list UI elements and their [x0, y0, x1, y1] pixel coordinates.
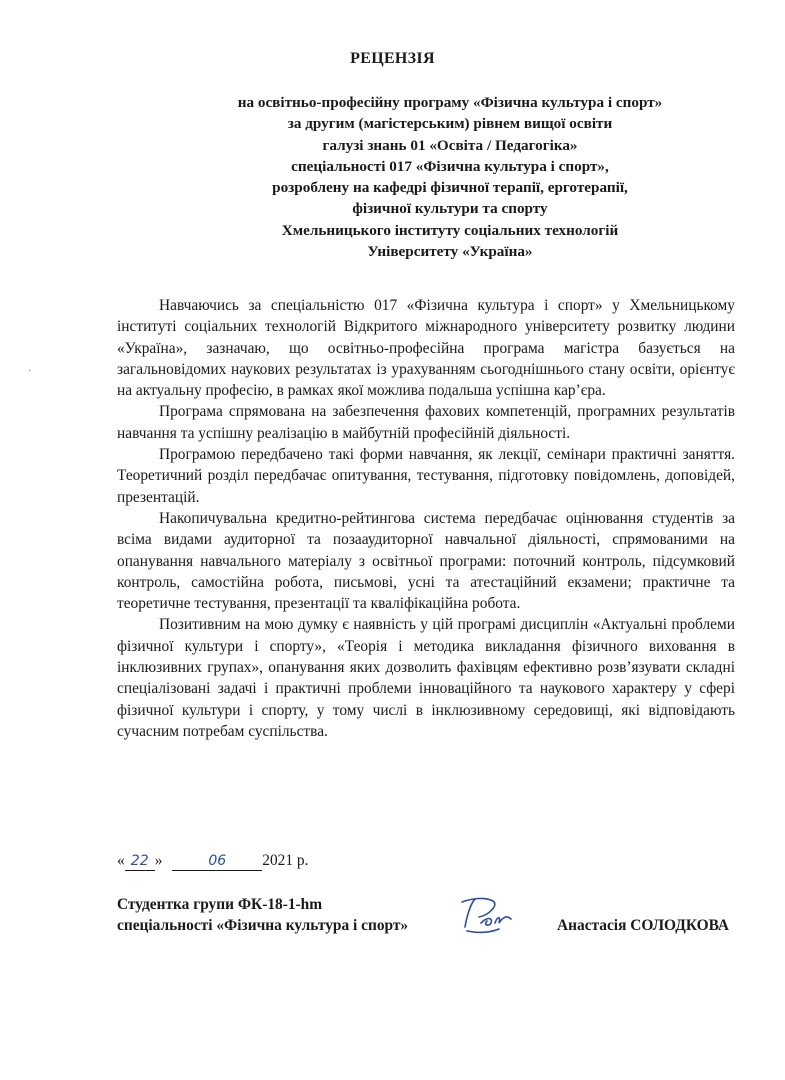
body-paragraph: Програма спрямована на забезпечення фахових компетенцій, програмних результатів навчання та успішну реалізацію в майбутній професійній діяльності.: [117, 403, 735, 442]
signature-block: [117, 894, 737, 937]
body-paragraph: Позитивним на мою думку є наявність у цій програмі дисциплін «Актуальні проблеми фізичної культури і спорту», «Теорія і методика викладання фізичного виховання в інклюзивних групах», опанування яких дозволить фахівцям ефективно розв’язувати складні спеціалізовані задачі і практичні проблеми інноваційного та наукового характеру у сфері фізичної культури і спорту, у тому числі в інклюзивному середовищі, які відповідають сучасним потребам суспільства.: [117, 616, 735, 740]
signer-name: Анастасія СОЛОДКОВА: [557, 917, 729, 935]
date-line: [117, 852, 308, 871]
heading-line: на освітньо-професійну програму «Фізична культура і спорт»: [237, 94, 663, 111]
signer-row: [117, 915, 737, 936]
date-month: 06: [208, 853, 227, 869]
document-title: РЕЦЕНЗІЯ: [350, 50, 435, 67]
body-paragraph: Програмою передбачено такі форми навчання, як лекції, семінари практичні заняття. Теоретичний розділ передбачає опитування, тестування, підготовку повідомлень, доповідей, презентацій.: [117, 446, 735, 506]
scan-mark: ·: [28, 366, 32, 377]
signer-specialty: спеціальності «Фізична культура і спорт»: [117, 917, 409, 935]
handwritten-signature: [459, 893, 519, 939]
date-open-quote: «: [117, 852, 125, 869]
date-year: 2021 р.: [262, 852, 309, 869]
date-day-field: [125, 852, 155, 871]
review-body: [117, 295, 735, 742]
document-heading: [180, 92, 720, 262]
heading-line: галузі знань 01 «Освіта / Педагогіка»: [322, 136, 578, 154]
heading-line: Університету «Україна»: [367, 243, 533, 261]
date-day: 22: [130, 853, 149, 869]
heading-line: Хмельницького інституту соціальних технологій: [281, 221, 619, 239]
body-paragraph: Навчаючись за спеціальністю 017 «Фізична культура і спорт» у Хмельницькому інституті соціальних технологій Відкритого міжнародного університету розвитку людини «Україна», зазначаю, що освітньо-професійна програма магістра базується на загальновідомих наукових результатах із урахуванням сьогоднішнього стану освіти, орієнтує на актуальну професію, в рамках якої можлива подальша успішна кар’єра.: [117, 297, 735, 400]
heading-line: спеціальності 017 «Фізична культура і спорт»,: [291, 157, 609, 175]
heading-line: за другим (магістерським) рівнем вищої освіти: [287, 115, 613, 133]
heading-line: фізичної культури та спорту: [352, 200, 548, 218]
date-month-field: [172, 852, 262, 871]
signer-group: Студентка групи ФК-18-1-hm: [117, 896, 323, 913]
heading-line: розроблену на кафедрі фізичної терапії, ерготерапії,: [272, 179, 628, 197]
date-close-quote: »: [154, 852, 163, 869]
body-paragraph: Накопичувальна кредитно-рейтингова система передбачає оцінювання студентів за всіма видами аудиторної та позааудиторної навчальної діяльності, спрямованими на опанування навчального матеріалу з освітньої програми: поточний контроль, підсумковий контроль, самостійна робота, письмові, усні та атестаційний екзамени; практичне та теоретичне тестування, презентації та кваліфікаційна робота.: [117, 509, 735, 613]
